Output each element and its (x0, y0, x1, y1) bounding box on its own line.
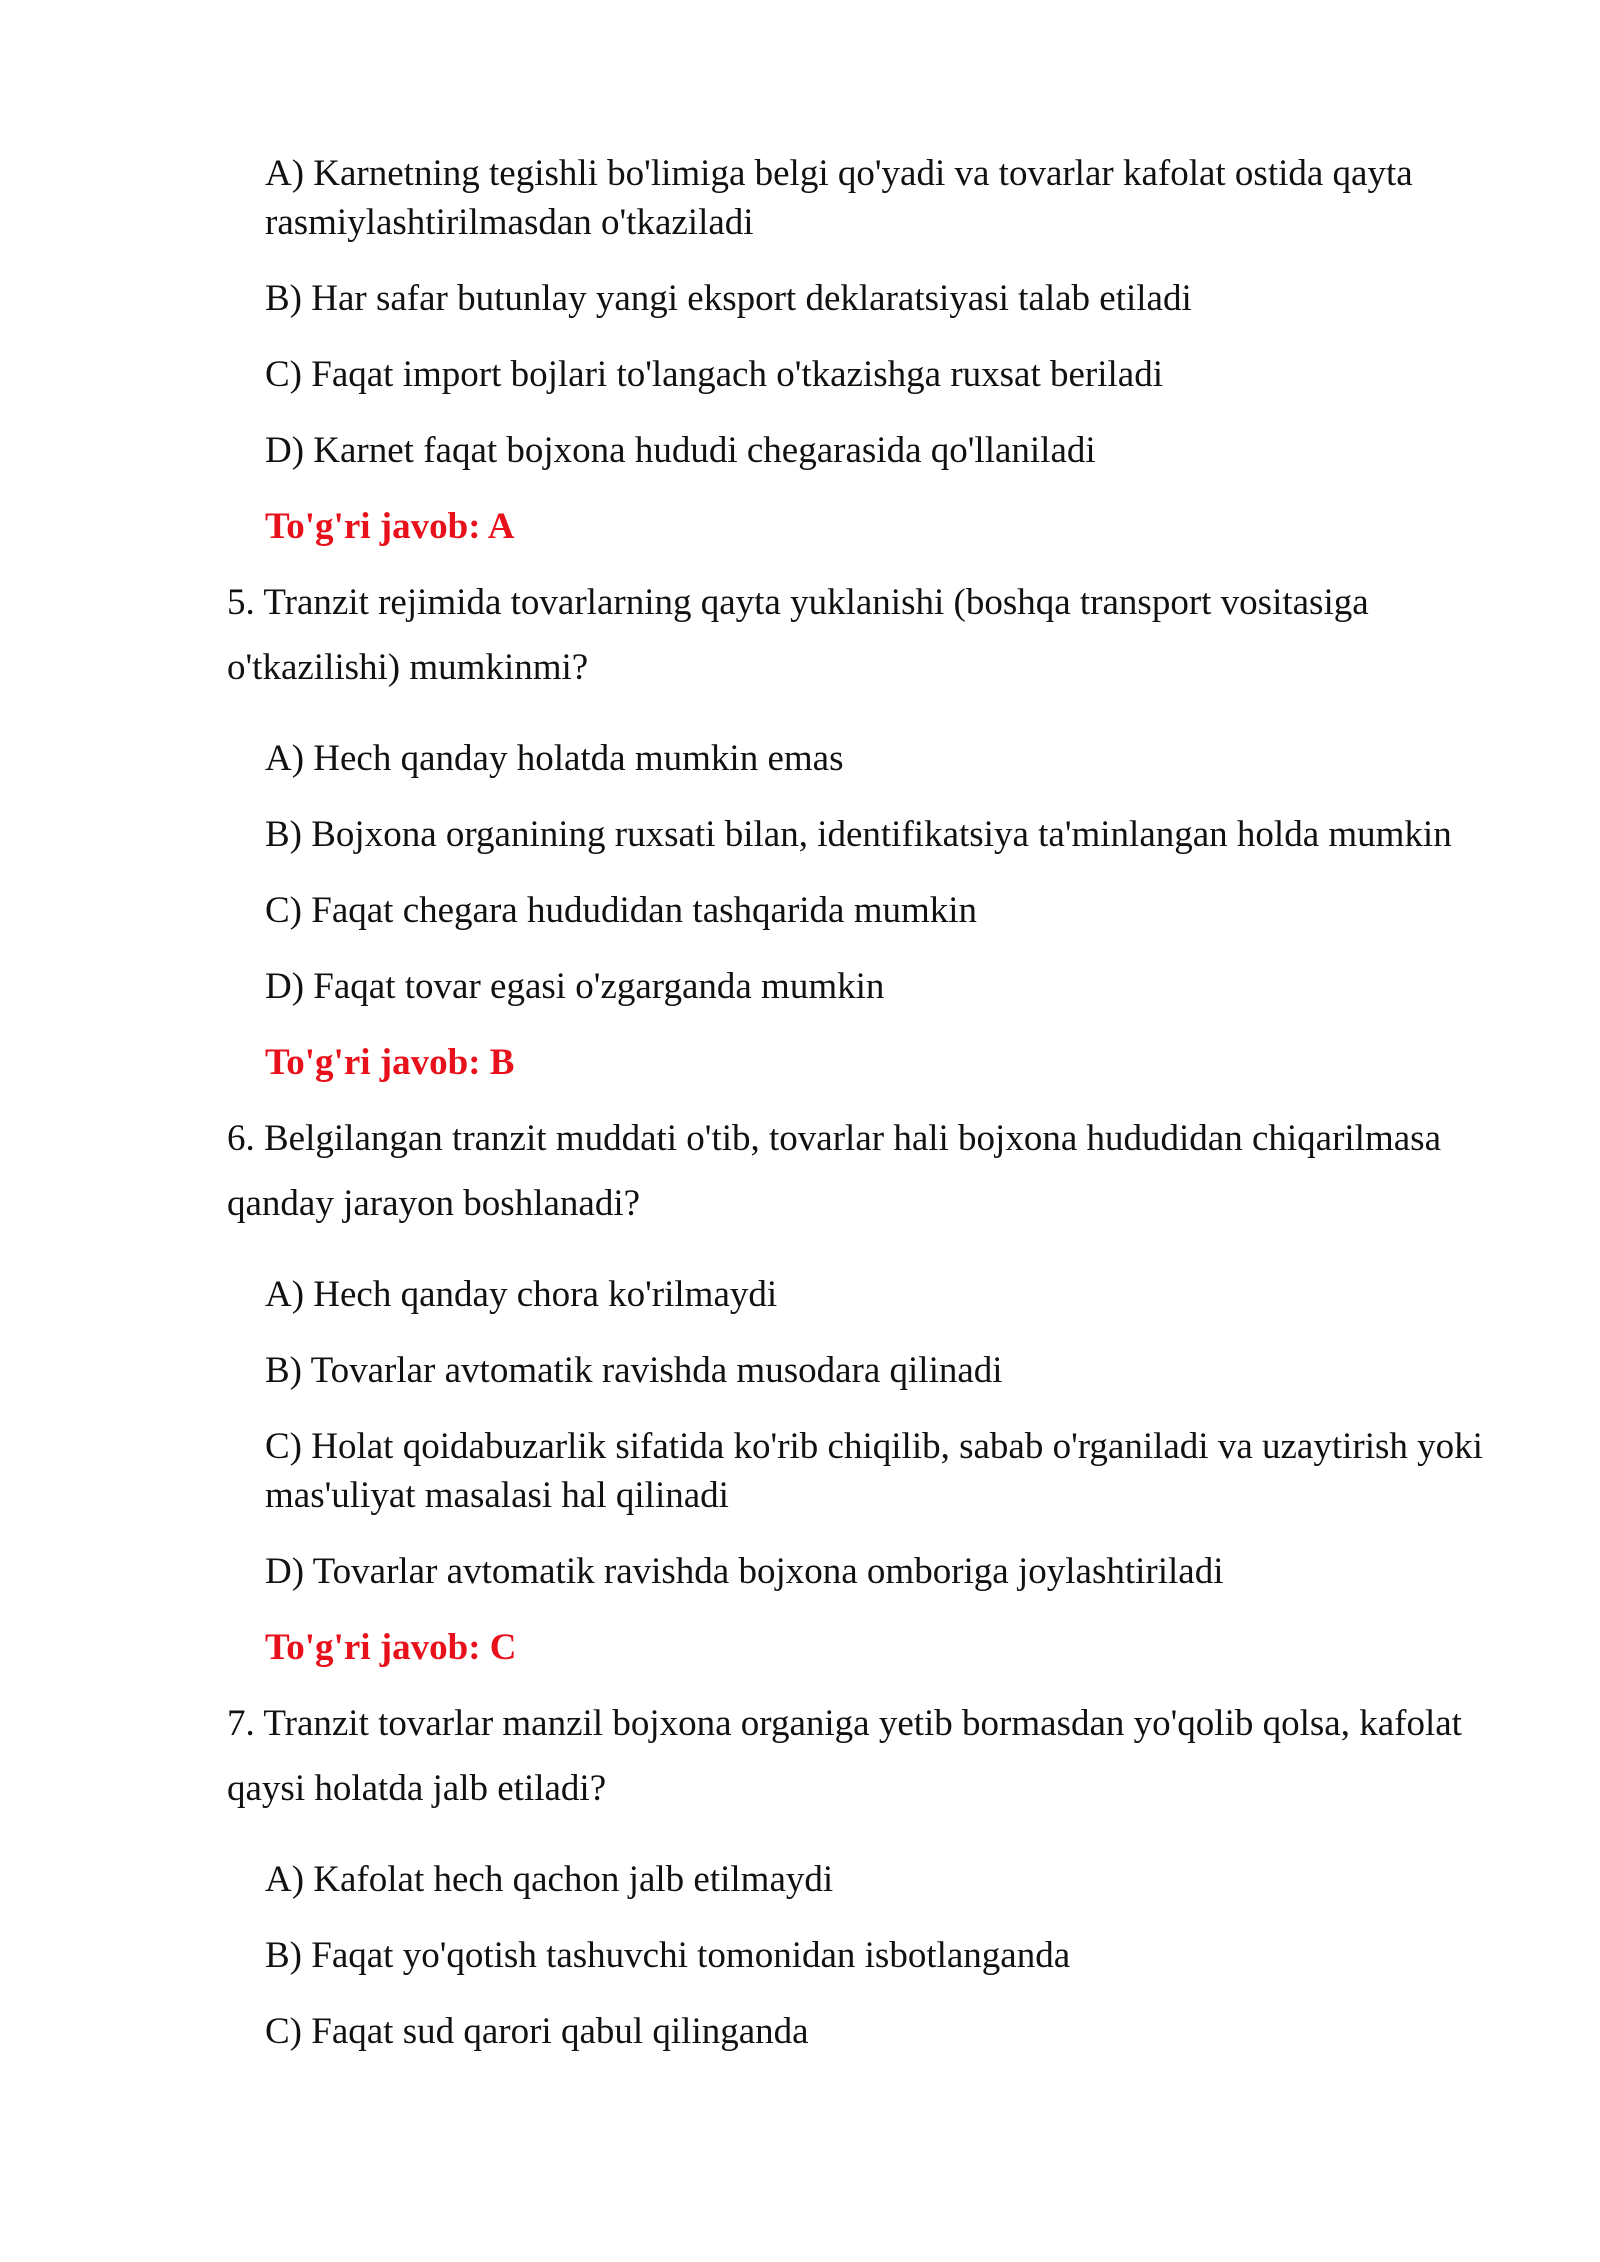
q6-option-a: A) Hech qanday chora ko'rilmaydi (265, 1274, 778, 1315)
q4-option-b: B) Har safar butunlay yangi eksport deklaratsiyasi talab etiladi (265, 278, 1192, 319)
q5-option-c: C) Faqat chegara hududidan tashqarida mumkin (265, 890, 978, 931)
q4-option-a: A) Karnetning tegishli bo'limiga belgi qo'yadi va tovarlar kafolat ostida qayta rasmiylashtirilmasdan o'tkaziladi (265, 153, 1413, 243)
q7-option-b: B) Faqat yo'qotish tashuvchi tomonidan isbotlanganda (265, 1935, 1071, 1976)
q5-correct-answer: To'g'ri javob: B (265, 1042, 515, 1083)
q6-correct-answer: To'g'ri javob: C (265, 1627, 517, 1668)
q4-correct-answer: To'g'ri javob: A (265, 506, 515, 547)
q7-option-c: C) Faqat sud qarori qabul qilinganda (265, 2011, 809, 2052)
q5-option-a: A) Hech qanday holatda mumkin emas (265, 738, 844, 779)
q7-question: 7. Tranzit tovarlar manzil bojxona organiga yetib bormasdan yo'qolib qolsa, kafolat qaysi holatda jalb etiladi? (227, 1703, 1462, 1809)
q6-option-d: D) Tovarlar avtomatik ravishda bojxona omboriga joylashtiriladi (265, 1551, 1224, 1592)
q4-option-d: D) Karnet faqat bojxona hududi chegarasida qo'llaniladi (265, 430, 1096, 471)
q5-option-d: D) Faqat tovar egasi o'zgarganda mumkin (265, 966, 885, 1007)
q7-option-a: A) Kafolat hech qachon jalb etilmaydi (265, 1859, 834, 1900)
q6-option-b: B) Tovarlar avtomatik ravishda musodara qilinadi (265, 1350, 1003, 1391)
q4-option-c: C) Faqat import bojlari to'langach o'tkazishga ruxsat beriladi (265, 354, 1164, 395)
q5-option-b: B) Bojxona organining ruxsati bilan, identifikatsiya ta'minlangan holda mumkin (265, 814, 1452, 855)
q6-option-c: C) Holat qoidabuzarlik sifatida ko'rib chiqilib, sabab o'rganiladi va uzaytirish yoki mas'uliyat masalasi hal qilinadi (265, 1426, 1483, 1516)
q6-question: 6. Belgilangan tranzit muddati o'tib, tovarlar hali bojxona hududidan chiqarilmasa qanday jarayon boshlanadi? (227, 1118, 1441, 1224)
q5-question: 5. Tranzit rejimida tovarlarning qayta yuklanishi (boshqa transport vositasiga o'tkazilishi) mumkinmi? (227, 582, 1369, 688)
